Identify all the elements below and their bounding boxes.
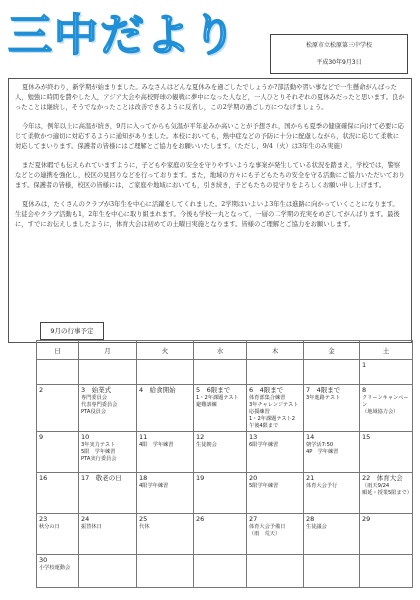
calendar-day-cell xyxy=(304,514,360,555)
calendar-day-cell xyxy=(194,555,247,588)
day-number: 19 xyxy=(196,474,205,482)
calendar-day-cell xyxy=(37,555,79,588)
calendar-day-cell xyxy=(137,432,194,473)
calendar-day-cell xyxy=(37,385,79,432)
calendar-week-row xyxy=(37,555,413,588)
day-events: 専門委員会 代表専門委員会 PTA役員会 xyxy=(81,395,118,415)
calendar-day-cell xyxy=(79,514,137,555)
day-number: 9 xyxy=(39,433,44,441)
day-number: 13 xyxy=(249,433,258,441)
day-number: 27 xyxy=(249,515,258,523)
day-number: 6 4限まで xyxy=(249,386,284,394)
day-events: 朝学活7:50 4P 学年練習 xyxy=(306,442,339,455)
weekday-wed: 水 xyxy=(194,341,247,360)
calendar-day-cell xyxy=(247,473,304,514)
day-number: 28 xyxy=(306,515,315,523)
calendar-header-row xyxy=(37,341,413,360)
day-events: 代休 xyxy=(139,524,150,530)
school-name: 松原市立松原第三中学校 xyxy=(305,42,372,49)
calendar-week-row xyxy=(37,473,413,514)
day-number: 25 xyxy=(139,515,148,523)
calendar-week-row xyxy=(37,385,413,432)
principal-message xyxy=(8,78,412,343)
day-events: 4限学年練習 xyxy=(139,483,169,489)
day-number: 7 4限まで xyxy=(306,386,341,394)
calendar-day-cell xyxy=(137,385,194,432)
calendar-day-cell xyxy=(304,473,360,514)
calendar-day-cell xyxy=(304,360,360,385)
day-number: 2 xyxy=(39,386,44,394)
calendar-day-cell xyxy=(360,514,413,555)
calendar-day-cell xyxy=(37,432,79,473)
calendar-day-cell xyxy=(194,514,247,555)
calendar-day-cell xyxy=(137,360,194,385)
calendar-day-cell xyxy=(194,473,247,514)
weekday-tue: 火 xyxy=(137,341,194,360)
day-number: 23 xyxy=(39,515,48,523)
calendar-day-cell xyxy=(37,360,79,385)
weekday-sat: 土 xyxy=(360,341,413,360)
day-events: 6限学年練習 xyxy=(249,442,279,448)
school-info-box xyxy=(270,34,408,74)
calendar-day-cell xyxy=(247,555,304,588)
day-events: 生徒議会 xyxy=(306,524,327,530)
calendar-day-cell xyxy=(247,385,304,432)
day-number: 14 xyxy=(306,433,315,441)
calendar-day-cell xyxy=(360,385,413,432)
day-events: 体育大会予行 xyxy=(306,483,338,489)
day-events: 体育部集合練習 3年チャレンジテスト 応援練習 1・2年課題テスト2 午後4限まで xyxy=(249,395,299,429)
calendar-day-cell xyxy=(360,555,413,588)
masthead xyxy=(8,4,412,70)
day-events: 振替休日 xyxy=(81,524,102,530)
weekday-mon: 月 xyxy=(79,341,137,360)
newsletter-title: 三中だより xyxy=(8,10,238,61)
day-events: 生徒朝会 xyxy=(196,442,217,448)
day-events: 3年進路テスト xyxy=(306,395,341,401)
calendar-day-cell xyxy=(360,473,413,514)
weekday-sun: 日 xyxy=(37,341,79,360)
day-number: 3 始業式 xyxy=(81,386,112,394)
calendar-day-cell xyxy=(79,473,137,514)
calendar-day-cell xyxy=(79,555,137,588)
day-number: 20 xyxy=(249,474,258,482)
day-number: 4 給食開始 xyxy=(139,386,176,394)
day-number: 18 xyxy=(139,474,148,482)
calendar-day-cell xyxy=(360,432,413,473)
day-events: 3年実力テスト 5限 学年練習 PTA実行委員会 xyxy=(81,442,117,462)
calendar-day-cell xyxy=(194,385,247,432)
message-paragraph: 夏休みが終わり，新学期が始まりました。みなさんはどんな夏休みを過ごしたでしょうか?部活動や習い事などで一生懸命がんばった人，勉強に時間を費やした人，アジア大会や高校野球の観戦に夢中になった人など，一人ひとりそれぞれの夏休みだったと思います。良かったことは継続し，そうでなかったことは改善できるように反省し，この2学期の過ごし方につなげましょう。 xyxy=(15,84,405,111)
day-number: 10 xyxy=(81,433,90,441)
day-events: 4限 学年練習 xyxy=(139,442,174,448)
day-number: 15 xyxy=(362,433,371,441)
day-number: 12 xyxy=(196,433,205,441)
day-number: 1 xyxy=(362,361,367,369)
day-number: 16 xyxy=(39,474,48,482)
calendar-day-cell xyxy=(194,432,247,473)
issue-date: 平成30年9月3日 xyxy=(316,59,362,66)
message-paragraph: 夏休みは，たくさんのクラブが3年生を中心に活躍をしてくれました。2学期はいよいよ3年生は進路に向かっていくことになります。生徒会やクラブ活動も1，2年生を中心に取り組まれます。今後も学校一丸となって，一層の二学期の充実をめざしてがんばります。最後に，すでにお伝えしましたように，体育大会は初めての土曜日実施となります。皆様のご理解とご協力をお願いします。 xyxy=(15,201,400,228)
day-number: 11 xyxy=(139,433,148,441)
calendar-day-cell xyxy=(137,514,194,555)
calendar-day-cell xyxy=(360,360,413,385)
message-paragraph: 今年は，例年以上に高温が続き，9月に入ってからも気温が平年並みか高いことが予想され，国からも夏季の健康確保に向けて必要に応じて柔軟かつ適切に対応するように通知がありました。本校においても，熱中症などの予防に十分に配慮しながら，状況に応じて柔軟に対応してまいります。保護者の皆様にはご理解とご協力をお願いいたします。（ただし，9/4（火）は3年生のみ実施） xyxy=(15,123,404,150)
schedule-label: 9月の行事予定 xyxy=(40,322,104,340)
event-calendar xyxy=(36,340,413,588)
calendar-day-cell xyxy=(247,360,304,385)
day-number: 30 xyxy=(39,556,48,564)
weekday-thu: 木 xyxy=(247,341,304,360)
weekday-fri: 金 xyxy=(304,341,360,360)
calendar-day-cell xyxy=(304,385,360,432)
calendar-day-cell xyxy=(137,473,194,514)
calendar-day-cell xyxy=(137,555,194,588)
calendar-day-cell xyxy=(194,360,247,385)
day-number: 17 敬老の日 xyxy=(81,474,122,482)
day-number: 8 xyxy=(362,386,367,394)
calendar-day-cell xyxy=(79,432,137,473)
calendar-day-cell xyxy=(247,432,304,473)
day-events: 1・2年課題テスト 避難訓練 xyxy=(196,395,239,408)
calendar-day-cell xyxy=(304,555,360,588)
day-events: 5限学年練習 xyxy=(249,483,279,489)
day-number: 29 xyxy=(362,515,371,523)
day-number: 5 6限まで xyxy=(196,386,231,394)
day-events: 体育大会予備日 （雨 荒天） xyxy=(249,524,286,537)
calendar-day-cell xyxy=(79,360,137,385)
calendar-day-cell xyxy=(304,432,360,473)
calendar-day-cell xyxy=(247,514,304,555)
calendar-day-cell xyxy=(37,473,79,514)
day-number: 26 xyxy=(196,515,205,523)
calendar-day-cell xyxy=(79,385,137,432)
calendar-week-row xyxy=(37,514,413,555)
day-events: 秋分の日 xyxy=(39,524,60,530)
day-events: （雨天9/24 順延・授業5限まで） xyxy=(362,483,412,496)
calendar-day-cell xyxy=(37,514,79,555)
message-paragraph: まだ夏休暇でも伝えられていますように，子どもや家庭の安全を守りやすいような事案が発生している状況を踏まえ，学校では，警察などとの連携を強化し，校区の見回りなどを行っております。また，地域の方々にも子どもたちの安全を守る活動にご協力いただいております。保護者の皆様，校区の皆様には，ご家庭や地域においても，引き続き，子どもたちの見守りをよろしくお願い申し上げます。 xyxy=(15,162,405,189)
day-number: 22 体育大会 xyxy=(362,474,403,482)
day-number: 24 xyxy=(81,515,90,523)
day-events: 小学校運動会 xyxy=(39,565,71,571)
calendar-week-row xyxy=(37,360,413,385)
calendar-week-row xyxy=(37,432,413,473)
day-number: 21 xyxy=(306,474,315,482)
day-events: クリーンキャンペーン （地域協力会） xyxy=(362,395,409,415)
